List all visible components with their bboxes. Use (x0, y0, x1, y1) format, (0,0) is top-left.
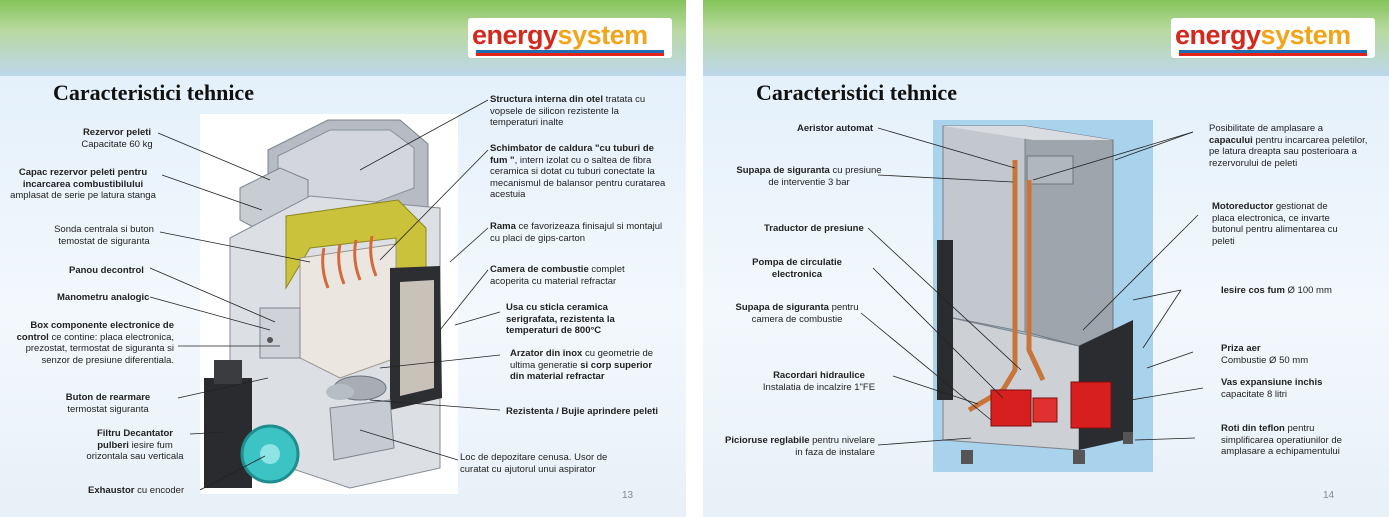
label-usa-sticla: Usa cu sticla ceramica serigrafata, rezistenta la temperaturi de 800°C (506, 302, 615, 336)
page-number: 13 (622, 490, 634, 501)
slide-title: Caracteristici tehnice (53, 80, 254, 105)
label-panou-control: Panou decontrol (69, 265, 144, 276)
label-capac-rezervor: Capac rezervor peleti pentru incarcarea combustibilului amplasat de serie pe latura stanga (10, 167, 156, 201)
label-priza-aer: Priza aer Combustie Ø 50 mm (1221, 343, 1309, 366)
label-arzator-inox: Arzator din inox cu geometrie de ultima generatie si corp superior din material refractar (510, 348, 654, 382)
slide-13 (0, 0, 686, 517)
label-loc-depozitare-cenusa: Loc de depozitare cenusa. Usor de curatat cu ajutorul unui aspirator (460, 452, 608, 475)
label-vas-expansiune: Vas expansiune inchis capacitate 8 litri (1221, 377, 1323, 400)
label-structura-interna: Structura interna din otel tratata cu vopsele de silicon rezistente la temperaturi inalte (490, 94, 646, 128)
label-supapa-siguranta-3bar: Supapa de siguranta cu presiune de interventie 3 bar (736, 165, 882, 188)
label-filtru-decantator: Filtru Decantator pulberi iesire fum orizontala sau verticala (86, 428, 184, 462)
label-motoreductor: Motoreductor gestionat de placa electronica, ce invarte butonul pentru alimentarea cu peleti (1212, 201, 1338, 247)
slide-14 (703, 0, 1389, 517)
energysystem-logo: energysystem (468, 18, 672, 58)
energysystem-logo: energysystem (1171, 18, 1375, 58)
label-roti-teflon: Roti din teflon pentru simplificarea operatiunilor de amplasare a echipamentului (1221, 423, 1342, 457)
label-sonda-centrala: Sonda centrala si buton temostat de siguranta (54, 224, 154, 247)
label-schimbator-caldura: Schimbator de caldura "cu tuburi de fum ", intern izolat cu o saltea de fibra ceramica si dotat cu tuburi conectate la mecanismul de balansor pentru curatarea acestuia (490, 143, 666, 200)
stove-cutaway-illustration (190, 108, 470, 500)
label-traductor-presiune: Traductor de presiune (764, 223, 864, 234)
label-racordari-hidraulice: Racordari hidraulice Instalatia de incalzire 1"FE (762, 370, 876, 393)
label-exhaustor: Exhaustor cu encoder (88, 485, 185, 496)
label-aeristor-automat: Aeristor automat (797, 123, 874, 134)
label-box-componente: Box componente electronice de control ce contine: placa electronica, prezostat, termostat de siguranta si senzor de presiune diferentiala. (16, 320, 174, 366)
slide-title: Caracteristici tehnice (756, 80, 957, 105)
label-rezistenta-bujie: Rezistenta / Bujie aprindere peleti (506, 406, 659, 417)
stove-rear-illustration (933, 120, 1153, 472)
label-picioruse-reglabile: Picioruse reglabile pentru nivelare in faza de instalare (725, 435, 875, 458)
label-rezervor-peleti: Rezervor peleti Capacitate 60 kg (81, 127, 153, 150)
label-buton-rearmare: Buton de rearmare termostat siguranta (65, 392, 151, 415)
label-manometru: Manometru analogic (57, 292, 150, 303)
label-supapa-siguranta-camera: Supapa de siguranta pentru camera de combustie (735, 302, 859, 325)
label-pompa-circulatie: Pompa de circulatie electronica (752, 257, 842, 280)
label-iesire-cos-fum: Iesire cos fum Ø 100 mm (1221, 285, 1332, 296)
label-camera-combustie: Camera de combustie complet acoperita cu material refractar (490, 264, 625, 287)
page-number: 14 (1323, 490, 1335, 501)
label-posibilitate-capac: Posibilitate de amplasare a capacului pentru incarcarea peletilor, pe latura dreapta sau posterioara a rezervorului de peleti (1209, 123, 1368, 169)
label-rama: Rama ce favorizeaza finisajul si montajul cu placi de gips-carton (490, 221, 663, 244)
slide-separator (686, 0, 703, 517)
